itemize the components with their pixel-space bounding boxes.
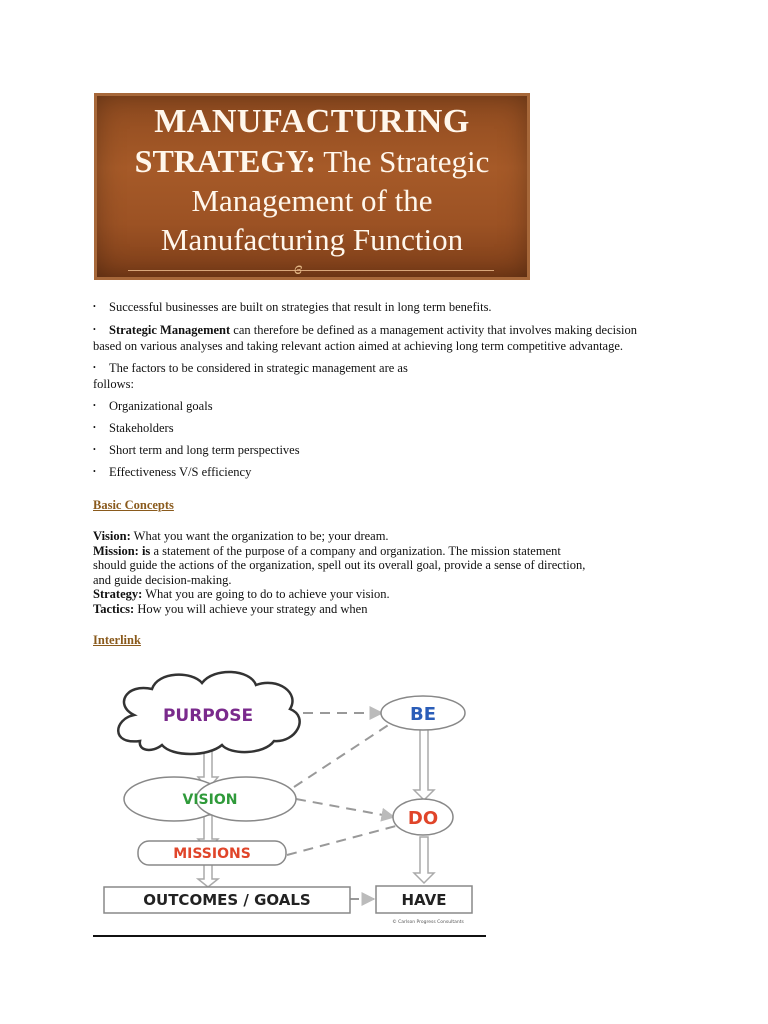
- paragraph-2: [93, 322, 637, 354]
- dashed-links: [287, 713, 396, 899]
- have-label: HAVE: [401, 891, 447, 909]
- list-item: [93, 442, 300, 458]
- banner-line-2: [94, 143, 530, 180]
- vision-text: What you want the organization to be; your dream.: [130, 529, 389, 543]
- vision-label: VISION: [182, 792, 238, 808]
- strategic-management-term: Strategic Management: [109, 323, 231, 337]
- banner-line-4: Manufacturing Function: [160, 222, 464, 257]
- list-item-text: Short term and long term perspectives: [109, 443, 300, 457]
- have-node: [376, 886, 472, 913]
- bullet-icon: •: [93, 325, 96, 334]
- outcomes-node: [104, 887, 350, 913]
- tactics-label: Tactics:: [93, 601, 135, 616]
- list-item-text: Organizational goals: [109, 399, 213, 413]
- list-item: [93, 464, 251, 480]
- mission-text-line-2: should guide the actions of the organization, spell out its overall goal, provide a sense of direction,: [93, 558, 586, 572]
- bullet-icon: •: [93, 401, 96, 410]
- list-item-text: Effectiveness V/S efficiency: [109, 465, 252, 479]
- interlink-diagram: [100, 665, 480, 930]
- vision-node: [124, 777, 296, 821]
- basic-concepts-heading[interactable]: Basic Concepts: [93, 498, 174, 512]
- bullet-icon: •: [93, 302, 96, 311]
- paragraph-2-line-2: based on various analyses and taking relevant action aimed at achieving long term competitive advantage.: [93, 339, 624, 353]
- banner-rule: [128, 270, 494, 271]
- banner-line-1: MANUFACTURING: [154, 103, 470, 140]
- do-label: DO: [407, 808, 439, 829]
- paragraph-1: [93, 299, 492, 315]
- vision-label: Vision:: [93, 529, 131, 543]
- strategy-label: Strategy:: [93, 587, 143, 601]
- paragraph-3-line-2: follows:: [93, 377, 134, 391]
- be-label: BE: [409, 704, 437, 725]
- bullet-icon: •: [93, 445, 96, 454]
- title-banner: [94, 93, 530, 280]
- paragraph-2-text: can therefore be defined as a management activity that involves making decision: [230, 323, 637, 337]
- paragraph-3-text: The factors to be considered in strategic management are as: [109, 361, 408, 375]
- horizontal-rule: [93, 935, 486, 937]
- be-node: [381, 696, 465, 730]
- list-item: [93, 398, 213, 414]
- missions-node: [138, 841, 286, 865]
- outcomes-label: OUTCOMES / GOALS: [143, 891, 311, 909]
- missions-label: MISSIONS: [173, 846, 251, 862]
- diagram-credit: © Carlson Progress Consultants: [392, 920, 464, 925]
- list-item: [93, 420, 174, 436]
- paragraph-3: [93, 360, 408, 392]
- bullet-icon: •: [93, 423, 96, 432]
- mission-text: a statement of the purpose of a company and organization. The mission statement: [150, 543, 561, 558]
- bullet-icon: •: [93, 467, 96, 476]
- paragraph-1-text: Successful businesses are built on strategies that result in long term benefits.: [109, 300, 492, 314]
- strategy-text: What you are going to do to achieve your vision.: [142, 587, 390, 601]
- mission-label: Mission: is: [93, 543, 151, 558]
- mission-text-line-3: and guide decision-making.: [93, 572, 232, 587]
- bullet-icon: •: [93, 363, 96, 372]
- definitions-block: [93, 529, 585, 616]
- interlink-heading[interactable]: Interlink: [93, 633, 141, 647]
- tactics-text: How you will achieve your strategy and when: [134, 601, 368, 616]
- banner-ornament-icon: ɞ: [294, 258, 303, 278]
- purpose-cloud: [118, 672, 299, 754]
- list-item-text: Stakeholders: [109, 421, 174, 435]
- do-node: [393, 799, 453, 835]
- banner-line-2-rest: The Strategic: [316, 144, 490, 179]
- banner-strategy-word: STRATEGY:: [134, 143, 317, 179]
- banner-line-3: Management of the: [191, 183, 433, 218]
- purpose-label: PURPOSE: [162, 706, 254, 726]
